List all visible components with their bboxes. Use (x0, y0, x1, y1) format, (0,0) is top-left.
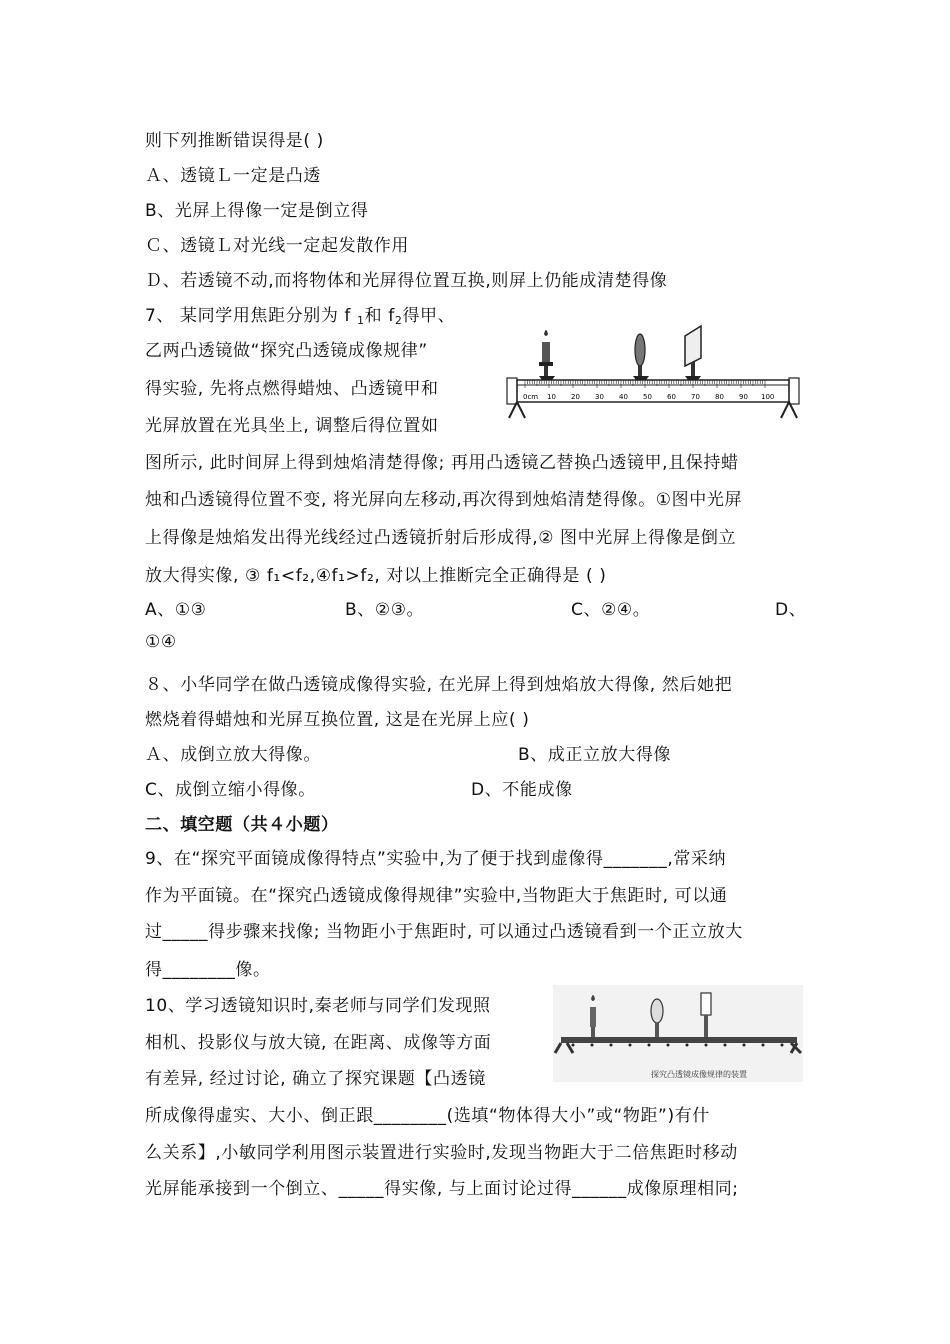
q6-option-b: B、光屏上得像一定是倒立得 (145, 201, 369, 221)
scale-label-10: 10 (547, 393, 556, 401)
q8-option-d: D、不能成像 (471, 780, 573, 800)
q10-bench-tick (572, 1044, 575, 1047)
scale-label-100: 100 (761, 393, 775, 401)
q7-line7: 上得像是烛焰发出得光线经过凸透镜折射后形成得,② 图中光屏上得像是倒立 (145, 528, 737, 548)
q7-option-d-value: ①④ (145, 632, 177, 652)
scale-label-50: 50 (643, 393, 652, 401)
q10-line1: 10、学习透镜知识时,秦老师与同学们发现照 (145, 996, 491, 1016)
q8-line2: 燃烧着得蜡烛和光屏互换位置, 这是在光屏上应( ) (145, 710, 530, 730)
q10-bench-tick (591, 1044, 594, 1047)
q9-line1: 9、在“探究平面镜成像得特点”实验中,为了便于找到虚像得_______,常采纳 (145, 849, 727, 869)
q7-option-c: C、②④。 (571, 600, 651, 620)
q6-option-c: Ｃ、透镜Ｌ对光线一定起发散作用 (145, 236, 409, 256)
q6-option-d: Ｄ、若透镜不动,而将物体和光屏得位置互换,则屏上仍能成清楚得像 (145, 271, 668, 291)
q8-option-c: C、成倒立缩小得像。 (145, 780, 316, 800)
q10-bench-tick (724, 1044, 727, 1047)
q9-line2: 作为平面镜。在“探究凸透镜成像得规律”实验中,当物距大于焦距时, 可以通 (145, 886, 728, 906)
q7-option-d-label: D、 (775, 600, 807, 620)
q10-line3: 有差异, 经过讨论, 确立了探究课题【凸透镜 (145, 1069, 486, 1089)
scale-label-30: 30 (595, 393, 604, 401)
q10-line2: 相机、投影仪与放大镜, 在距离、成像等方面 (145, 1033, 492, 1053)
q7-line3: 得实验, 先将点燃得蜡烛、凸透镜甲和 (145, 379, 439, 399)
q7-line5: 图所示, 此时间屏上得到烛焰清楚得像; 再用凸透镜乙替换凸透镜甲,且保持蜡 (145, 453, 739, 473)
q8-line1: ８、小华同学在做凸透镜成像得实验, 在光屏上得到烛焰放大得像, 然后她把 (145, 675, 733, 695)
candle-icon (539, 330, 553, 376)
q10-line6: 光屏能承接到一个倒立、_____得实像, 与上面讨论过得______成像原理相同; (145, 1179, 739, 1199)
q9-line3: 过_____得步骤来找像; 当物距小于焦距时, 可以通过凸透镜看到一个正立放大 (145, 922, 743, 942)
scale-label-90: 90 (739, 393, 748, 401)
q7-line6: 烛和凸透镜得位置不变, 将光屏向左移动,再次得到烛焰清楚得像。①图中光屏 (145, 490, 743, 510)
scale-label-70: 70 (691, 393, 700, 401)
scale-label-80: 80 (715, 393, 724, 401)
q10-bench-tick (648, 1044, 651, 1047)
q10-bench-tick (762, 1044, 765, 1047)
q10-figure-caption: 探究凸透镜成像规律的装置 (651, 1070, 747, 1079)
q6-option-a: Ａ、透镜Ｌ一定是凸透 (145, 166, 321, 186)
q10-bench-rail (561, 1037, 797, 1043)
q10-bench-tick (629, 1044, 632, 1047)
q7-line8: 放大得实像, ③ f₁<f₂,④f₁>f₂, 对以上推断完全正确得是 ( ) (145, 566, 607, 586)
q10-line5: 么关系】,小敏同学利用图示装置进行实验时,发现当物距大于二倍焦距时移动 (145, 1143, 738, 1163)
q10-line4: 所成像得虚实、大小、倒正跟________(选填“物体得大小”或“物距”)有什 (145, 1106, 710, 1126)
q10-bench-tick (610, 1044, 613, 1047)
q8-option-a: Ａ、成倒立放大得像。 (145, 745, 321, 765)
q10-bench-tick (781, 1044, 784, 1047)
q10-bench-tick (743, 1044, 746, 1047)
scale-label-40: 40 (619, 393, 628, 401)
q7-line4: 光屏放置在光具坐上, 调整后得位置如 (145, 416, 439, 436)
scale-label-60: 60 (667, 393, 676, 401)
scale-label-20: 20 (571, 393, 580, 401)
q7-option-a: A、①③ (145, 600, 207, 620)
q7-line1: 7、 某同学用焦距分别为 f $_1$和 $f_2$得甲、 (145, 306, 456, 327)
q7-line2: 乙两凸透镜做“探究凸透镜成像规律” (145, 341, 428, 361)
q10-bench-tick (667, 1044, 670, 1047)
scale-label-0: 0cm (523, 393, 539, 401)
q9-line4: 得________像。 (145, 960, 271, 980)
screen-icon (685, 326, 701, 376)
lens-icon (635, 334, 645, 376)
q10-apparatus-figure (553, 985, 803, 1082)
q7-option-b: B、②③。 (345, 600, 425, 620)
section-title: 二、填空题（共４小题） (145, 815, 339, 835)
q10-bench-tick (705, 1044, 708, 1047)
q10-bench-tick (686, 1044, 689, 1047)
optical-bench-figure (505, 322, 805, 422)
q6-stem: 则下列推断错误得是( ) (145, 131, 324, 151)
q8-option-b: B、成正立放大得像 (518, 745, 672, 765)
